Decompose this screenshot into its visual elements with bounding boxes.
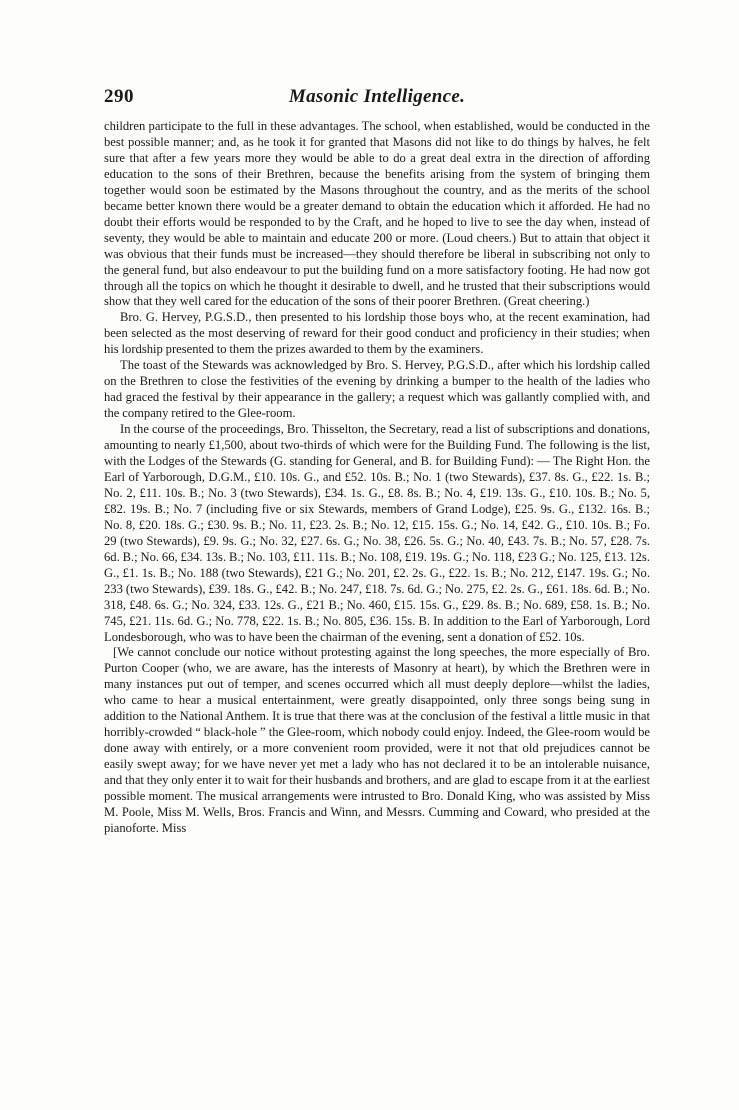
- running-head: [104, 86, 650, 112]
- paragraph-stewards-toast: The toast of the Stewards was acknowledged by Bro. S. Hervey, P.G.S.D., after which his lordship called on the Brethren to close the festivities of the evening by drinking a bumper to the health of the ladies who had graced the festival by their appearance in the gallery; a request which was gallantly complied with, and the company retired to the Glee-room.: [104, 358, 650, 421]
- paragraph-continuation: children participate to the full in these advantages. The school, when established, would be conducted in the best possible manner; and, as he took it for granted that Masons did not like to do things by halves, he felt sure that after a few years more they would be able to do a great deal extra in the direction of affording education to the sons of their Brethren, because the benefits arising from the system of bringing them together would soon be estimated by the Masons throughout the country, and as the merits of the school became better known there would be a greater demand to obtain the education which it afforded. He had no doubt their efforts would be responded to by the Craft, and he hoped to live to see the day when, instead of seventy, they would be able to maintain and educate 200 or more. (Loud cheers.) But to attain that object it was obvious that their funds must be increased—they should therefore be liberal in subscribing not only to the general fund, but also endeavour to put the building fund on a more satisfactory footing. He had now got through all the topics on which he thought it desirable to dwell, and he trusted that their subscriptions would show that they well cared for the education of the sons of their poorer Brethren. (Great cheering.): [104, 119, 650, 309]
- paragraph-prize-presentation: Bro. G. Hervey, P.G.S.D., then presented to his lordship those boys who, at the recent examination, had been selected as the most deserving of reward for their good conduct and proficiency in their studies; when his lordship presented to them the prizes awarded to them by the examiners.: [104, 310, 650, 357]
- article-body: [104, 119, 650, 837]
- paragraph-editorial-note: [We cannot conclude our notice without protesting against the long speeches, the more especially of Bro. Purton Cooper (who, we are aware, has the interests of Masonry at heart), by which the Brethren were in many instances put out of temper, and scenes occurred which all must deeply deplore—whilst the ladies, who came to hear a musical entertainment, were greatly disappointed, only three songs being sung in addition to the National Anthem. It is true that there was at the conclusion of the festival a little music in that horribly-crowded “ black-hole ” the Glee-room, which nobody could enjoy. Indeed, the Glee-room would be done away with entirely, or a more convenient room provided, were it not that old prejudices cannot be easily swept away; for we have never yet met a lady who has not declared it to be an intolerable nuisance, and that they only enter it to wait for their husbands and brothers, and are glad to escape from it at the earliest possible moment. The musical arrangements were intrusted to Bro. Donald King, who was assisted by Miss M. Poole, Miss M. Wells, Bros. Francis and Winn, and Messrs. Cumming and Coward, who presided at the pianoforte. Miss: [104, 645, 650, 835]
- running-title: Masonic Intelligence.: [288, 86, 466, 107]
- paragraph-subscription-list: In the course of the proceedings, Bro. Thisselton, the Secretary, read a list of subscriptions and donations, amounting to nearly £1,500, about two-thirds of which were for the Building Fund. The following is the list, with the Lodges of the Stewards (G. standing for General, and B. for Building Fund): — The Right Hon. the Earl of Yarborough, D.G.M., £10. 10s. G., and £52. 10s. B.; No. 1 (two Stewards), £37. 8s. G., £22. 1s. B.; No. 2, £11. 10s. B.; No. 3 (two Stewards), £34. 1s. G., £8. 8s. B.; No. 4, £19. 13s. G., £10. 10s. B.; No. 5, £82. 19s. B.; No. 7 (including five or six Stewards, members of Grand Lodge), £25. 9s. G., £132. 16s. B.; No. 8, £20. 18s. G.; £30. 9s. B.; No. 11, £23. 2s. B.; No. 12, £15. 15s. G.; No. 14, £42. G., £10. 10s. B.; Fo. 29 (two Stewards), £9. 9s. G.; No. 32, £27. 6s. G.; No. 38, £26. 5s. G.; No. 40, £43. 7s. B.; No. 57, £28. 7s. 6d. B.; No. 66, £34. 13s. B.; No. 103, £11. 11s. B.; No. 108, £19. 19s. G.; No. 118, £23 G.; No. 125, £13. 12s. G., £1. 1s. B.; No. 188 (two Stewards), £21 G.; No. 201, £2. 2s. G., £22. 1s. B.; No. 212, £147. 19s. G.; No. 233 (two Stewards), £39. 18s. G., £42. B.; No. 247, £18. 7s. 6d. G.; No. 275, £2. 2s. G., £61. 18s. 6d. B.; No. 318, £48. 6s. G.; No. 324, £33. 12s. G., £21 B.; No. 460, £15. 15s. G., £29. 8s. B.; No. 689, £58. 1s. B.; No. 745, £21. 11s. 6d. G.; No. 778, £22. 1s. B.; No. 805, £36. 15s. B. In addition to the Earl of Yarborough, Lord Londesborough, who was to have been the chairman of the evening, sent a donation of £52. 10s.: [104, 422, 650, 644]
- page-number: 290: [104, 86, 134, 107]
